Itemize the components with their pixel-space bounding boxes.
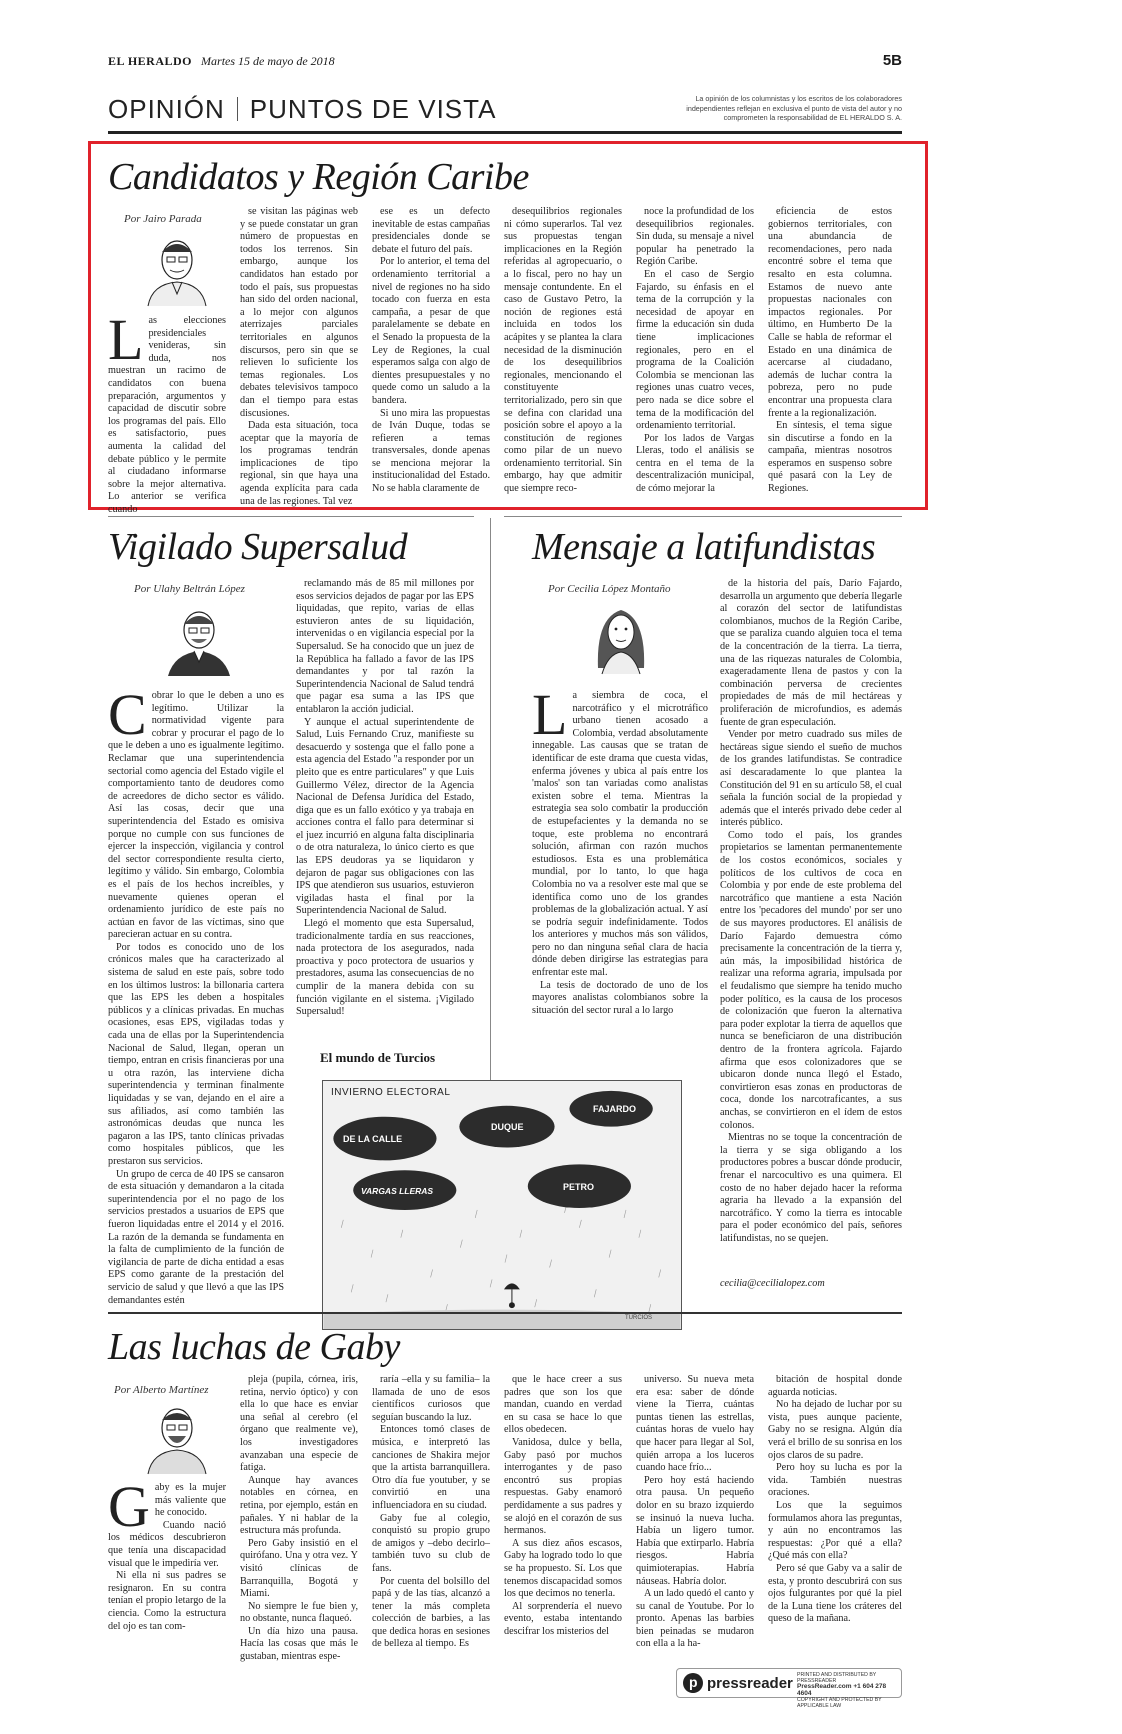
author-portrait-martinez [142,1398,212,1474]
paragraph: desequilibrios regionales ni cómo superarlos. Tal vez sus propuestas tengan implicaciones en la Región referidas al agropecuario, o a lo fiscal, pero no hay un mensaje contundente. En el caso de Gustavo Petro, la noción de regiones está incluida en todos los acápites y se plantea la clara necesidad de la disminución de los desequilibrios regionales, mencionando el constituyente territorializado, pero sin que se defina con claridad una posición sobre el apoyo a la constitución de regiones como pilar de un nuevo ordenamiento territorial. Sin embargo, hay que admitir que siempre reco- [504,206,622,495]
paragraph: que le hace creer a sus padres que son los que mandan, cuando en verdad en su casa se hace lo que ellos obedecen. [504,1374,622,1436]
paragraph: Pero hoy su lucha es por la vida. También nuestras oraciones. [768,1462,902,1499]
cloud-label-vargas-lleras: VARGAS LLERAS [361,1186,434,1196]
paragraph: Pero sé que Gaby va a salir de esta, y pronto descubrirá con sus ojos fulgurantes por qué la piel de la Luna tiene los cráteres del queso de la mañana. [768,1562,902,1625]
author-portrait-beltran [164,600,234,676]
paragraph: Por lo anterior, el tema del ordenamiento territorial a nivel de regiones no ha sido tocado con fuerza en esta campaña, a pesar de que paralelamente se debate en el Senado la propuesta de la Ley de Regiones, la cual esperamos salga con algo de dientes presupuestales y no quede como un saludo a la bandera. [372,256,490,406]
paragraph: En síntesis, el tema sigue sin discutirse a fondo en la campaña, mientras nosotros esperamos en suspenso sobre qué pasará con la Ley de Regiones. [768,420,892,495]
column-latifundistas-2 [720,578,902,1298]
editorial-cartoon [322,1080,682,1330]
paragraph: A sus diez años escasos, Gaby ha logrado todo lo que se ha propuesto. Sí. Los que tenemos discapacidad somos los que decimos no tenerla. [504,1537,622,1600]
paragraph: a siembra de coca, el narcotráfico y el microtráfico urbano tienen acosado a Colombia, verdad absolutamente innegable. Las causas que se tratan de identificar de este drama que cuesta vidas, enferma jóvenes y ubica al país entre los 'malos' son tan variadas como analistas existen sobre el tema. Mientras la estrategia sea solo combatir la producción de estupefacientes y la demanda no se toque, este problema no encontrará solución, afirman con razón muchos estudiosos. Esta es una problemática mundial, por lo tanto, lo que haga Colombia no va a resolver este mal que se identifica como uno de los grandes problemas de la globalización actual. Y así se podría seguir indefinidamente. Todos los anteriores y muchos más son válidos, pero no dan ninguna señal clara de hacia dónde deben dirigirse las estrategias para enfrentar este mal. [532,690,708,979]
section-divider [237,97,238,121]
column-body [720,578,902,1278]
paragraph: de la historia del país, Darío Fajardo, desarrolla un argumento que debería llegarle al corazón del sector de latifundistas colombianos, muchos de la Región Caribe, que se paraliza cuando alguien toca el tema de la concentración de la tierra. La tierra, una de las riquezas naturales de Colombia, exageradamente llena de pastos y con la combinación perversa de crecientes propiedades de más de mil hectáreas y proliferación de microfundios, es además fuente de gran especulación. [720,578,902,728]
column-candidatos-5 [636,206,754,501]
paragraph: Vender por metro cuadrado sus miles de hectáreas sigue siendo el sueño de muchos de los grandes latifundistas. Se contradice así descaradamente lo que plantea la Constitución del 91 en su artículo 58, el cual señala la función social de la propiedad y además que el interés privado debe ceder al interés público. [720,729,902,829]
paragraph: aby es la mujer más valiente que he conocido. [154,1482,226,1519]
paragraph: Entonces tomó clases de música, e interpretó las canciones de Shakira mejor que la artista barranquillera. Otro día fue youtuber, y se convirtió en una influenciadora en su ciudad. [372,1424,490,1511]
section-puntos: PUNTOS DE VISTA [249,94,497,124]
paragraph: noce la profundidad de los desequilibrios regionales. Sin duda, su mensaje a nivel popular ha penetrado la Región Caribe. [636,206,754,268]
column-gaby-4 [504,1374,622,1652]
column-gaby-3 [372,1374,490,1652]
column-supersalud-2 [296,578,474,1056]
column-candidatos-4 [504,206,622,501]
page-number: 5B [882,52,902,69]
editorial-disclaimer: La opinión de los columnistas y los escritos de los colaboradores independientes reflejan en exclusiva el punto de vista del autor y no comprometen la responsabilidad de EL HERALDO S. A. [686,94,902,123]
divider [108,516,474,517]
column-candidatos-6 [768,206,892,501]
column-latifundistas-1 [532,682,708,1066]
pressreader-line: COPYRIGHT AND PROTECTED BY APPLICABLE LAW [797,1696,882,1710]
column-supersalud-1 [108,682,284,1306]
author-email: cecilia@cecilialopez.com [720,1278,825,1289]
byline-candidatos: Por Jairo Parada [124,213,202,225]
divider [108,1312,902,1314]
byline-latifundistas: Por Cecilia López Montaño [548,583,671,595]
dropcap: L [108,307,144,372]
paragraph: Por cuenta del bolsillo del papá y de las tías, alcanzó a tener la más completa colección de barbies, a las que dedica horas en sesiones de belleza al tiempo. Es [372,1575,490,1650]
paragraph: Si uno mira las propuestas de Iván Duque, todas se refieren a temas transversales, donde apenas se menciona mejorar la institucionalidad del Estado. No se habla claramente de [372,407,490,495]
paragraph: Por todos es conocido uno de los crónicos males que ha caracterizado al sistema de salud en este país, sobre todo en los últimos lustros: la billonaria cartera que las EPS les deben a hospitales públicos y a clínicas privadas. En muchas ocasiones, esas EPS, vigiladas todas y cada una de ellas por la Superintendencia Nacional de Salud, llegan, operan un tiempo, entran en crisis financieras por una u otra razón, las interviene dicha superintendencia y terminan finalmente liquidadas y se van, dejando en el aire a sus afiliados, así como también las astronómicas deudas que nunca les pagaron a las IPS, tanto clínicas privadas como hospitales públicos, que les prestaron sus servicios. [108,941,284,1167]
paragraph: A un lado quedó el canto y su canal de Youtube. Por lo pronto. Apenas las barbies bien peinadas se mudaron con ella a la ha- [636,1588,754,1650]
divider [504,516,902,517]
author-portrait-parada [142,230,212,306]
dropcap: G [108,1474,150,1539]
paragraph: Al sorprendería el nuevo evento, estaba intentando descifrar los misterios del [504,1600,622,1637]
cloud-label-petro: PETRO [563,1182,595,1192]
paragraph: Dada esta situación, toca aceptar que la mayoría de los programas tendrán implicaciones de tipo regional, sin que haya una agenda explícita para cada una de las regiones. Tal vez [240,420,358,507]
article-title-latifundistas: Mensaje a latifundistas [532,526,876,568]
paragraph: raría –ella y su familia– la llamada de uno de esos científicos curiosos que seguían buscando la luz. [372,1374,490,1423]
paper-name: EL HERALDO [108,54,193,68]
paragraph: Los que la seguimos formulamos ahora las preguntas, y aún no encontramos las respuestas: ¿Por qué a ella? ¿Qué más con ella? [768,1499,902,1562]
byline-supersalud: Por Ulahy Beltrán López [134,583,245,595]
section-opinion: OPINIÓN [108,94,225,124]
pressreader-badge [676,1668,902,1710]
paragraph: reclamando más de 85 mil millones por esos servicios dejados de pagar por las EPS liquidadas, que repito, varias de ellas estuvieron antes de su liquidación, intervenidas o en vigilancia especial por la Supersalud. Se ha conocido que un juez de la República ha fallado a favor de las IPS demandantes y por tal razón la Superintendencia Nacional de Salud tendrá que pagar esa suma a las IPS que entablaron la acción judicial. [296,578,474,715]
paragraph: Mientras no se toque la concentración de la tierra y se siga obligando a los productores pobres a buscar dónde producir, frenar el narcocultivo es una quimera. El costo de no haber dejado hacer la reforma agraria ha llevado a la expansión del narcotráfico. Y como la tierra es intocable para el poder económico del país, señores latifundistas, no se quejen. [720,1132,902,1244]
cloud-label-de-la-calle: DE LA CALLE [343,1134,403,1144]
column-gaby-6 [768,1374,902,1652]
pressreader-info [797,1672,899,1709]
paragraph: Pero hoy está haciendo otra pausa. Un pequeño dolor en su brazo izquierdo se insinuó la nueva lucha. Había un ligero tumor. Había que extirparlo. Habría riesgos. Habría quimioterapias. Habría náuseas. Habría dolor. [636,1474,754,1587]
column-candidatos-3 [372,206,490,501]
paragraph: ese es un defecto inevitable de estas campañas presidenciales donde se debate el futuro del país. [372,206,490,255]
paragraph: Vanidosa, dulce y bella, Gaby pasó por muchos interrogantes y de paso encontró sus propias respuestas. Gaby enamoró perdidamente a sus padres y se alojó en el corazón de sus hermanos. [504,1436,622,1537]
paragraph: Un grupo de cerca de 40 IPS se cansaron de esta situación y demandaron a la citada superintendencia por el no pago de los servicios prestados a usuarios de EPS que fueron liquidadas entre el 2014 y el 2016. La razón de la demanda se fundamenta en la falta de cumplimiento de la función de vigilancia de parte de dicha entidad a esas EPS como garante de la prestación del servicio de salud y que llevó a que las IPS demandantes estén [108,1168,284,1306]
author-portrait-lopez [586,598,656,674]
paragraph: Y aunque el actual superintendente de Salud, Luis Fernando Cruz, manifieste su desacuerdo y sostenga que el fallo pone a esta agencia del Estado "a responder por un pleito que es entre particulares" y que Luis Guillermo Vélez, director de la Agencia Nacional de Defensa Jurídica del Estado, diga que es un fallo exótico y ya trabaja en acciones contra el fallo para determinar si el juez incurrió en alguna falta disciplinaria o de otra naturaleza, lo único cierto es que las EPS deudoras ya se liquidaron y dejaron de pagar sus obligaciones con las IPS que atendieron sus usuarios, estuvieron vigiladas hasta el final por la Superintendencia Nacional de Salud. [296,716,474,917]
paragraph: se visitan las páginas web y se puede constatar un gran número de propuestas en todos los terrenos. Sin embargo, aunque los candidatos han estado por todo el país, sus propuestas han sido del orden nacional, a lo mejor con algunos aterrizajes parciales territoriales en algunos discursos, pero sin que se relieven lo suficiente los temas regionales. Los debates televisivos tampoco dan el tiempo para estas discusiones. [240,206,358,419]
paragraph: Por los lados de Vargas Lleras, todo el análisis se centra en el tema de la descentralización municipal, de cómo mejorar la [636,432,754,495]
column-body [108,682,284,1307]
paragraph: En el caso de Sergio Fajardo, su énfasis en el tema de la corrupción y la necesidad de apoyar en firme la educación sin duda tiene implicaciones regionales, pero en el programa de la Coalición Colombia se mencionan las regiones unas cuatro veces, pero nada se dice sobre el tema de la modificación del ordenamiento territorial. [636,268,754,432]
cartoon-section-title: El mundo de Turcios [320,1050,436,1065]
column-gaby-5 [636,1374,754,1652]
paragraph: Ni ella ni sus padres se resignaron. En su contra tenían el propio letargo de la ciencia. Como la estructura del ojo es tan com- [108,1570,226,1632]
paragraph: Como todo el país, los grandes propietarios se lamentan permanentemente de los costos económicos, sociales y políticos de los cultivos de coca en Colombia y por ende de este problema del narcotráfico que mantiene a esta Nación entre los 'pecadores del mundo' por ser uno de sus mayores productores. El análisis de Darío Fajardo demuestra cómo precisamente la concentración de la tierra y, aún más, la imposibilidad histórica de realizar una reforma agraria, impulsada por el feudalismo que siempre ha tenido mucho poder político, es la causa de los procesos de colonización que fueron la alternativa para poder explotar la tierra de aquellos que nunca se beneficiaron de una distribución dentro de la frontera agrícola. Fajardo afirma que esos colonizadores que se ubicaron donde nunca llegó el Estado, convirtieron esas zonas en productoras de coca, donde los narcotraficantes, a sus anchas, se convirtieron en el ídem de estos colonos. [720,829,902,1131]
paragraph: bitación de hospital donde aguarda noticias. [768,1374,902,1398]
pressreader-line: PRINTED AND DISTRIBUTED BY PRESSREADER [797,1672,877,1685]
column-candidatos-1 [108,307,226,515]
cloud-label-duque: DUQUE [491,1122,524,1132]
paragraph: eficiencia de estos gobiernos territoriales, con una abundancia de recomendaciones, pero nada encontré sobre el tema que resalto en esta columna. Estamos de nuevo ante propuestas nacionales con impactos regionales. Por último, en Humberto De la Calle se habla de reformar el Estado en una dinámica de acercarse al ciudadano, además de luchar contra la pobreza, pero no pude encontrar una propuesta clara frente a la regionalización. [768,206,892,419]
paragraph: universo. Su nueva meta era esa: saber de dónde viene la Tierra, cuántas puntas tienen las estrellas, cuántas horas de vuelo hay que hacer para llegar al Sol, quién arropa a los luceros cuando hace frío... [636,1374,754,1474]
dropcap: C [108,682,147,747]
issue-date: Martes 15 de mayo de 2018 [201,54,335,68]
article-title-supersalud: Vigilado Supersalud [108,526,408,568]
byline-gaby: Por Alberto Martínez [114,1384,209,1396]
paragraph: pleja (pupila, córnea, iris, retina, nervio óptico) y con ella lo que hace es enviar una señal al cerebro (el órgano que realmente ve), los investigadores avanzaban una especie de fatiga. [240,1374,358,1474]
article-title-gaby: Las luchas de Gaby [108,1326,400,1368]
paragraph: Gaby fue al colegio, conquistó su propio grupo de amigos y –debo decirlo– también tuvo su club de fans. [372,1512,490,1574]
column-gaby-1 [108,1474,226,1652]
dropcap: L [532,682,568,747]
paragraph: Un día hizo una pausa. Hacía las cosas que más le gustaban, mientras espe- [240,1625,358,1663]
cartoonist-signature: TURCIOS [625,1315,652,1321]
column-gaby-2 [240,1374,358,1663]
paragraph: obrar lo que le deben a uno es legítimo. Utilizar la normatividad vigente para cobrar y procurar el pago de lo que le deben a uno es igualmente legítimo. Reclamar que una superintendencia sectorial como agencia del Estado vigile el comportamiento tanto de deudores como de acreedores de dicho sector es válido. Así las cosas, decir que una superintendencia del Estado es omisiva porque no cumple con sus funciones de ejercer la inspección, vigilancia y control del sector correspondiente resulta cierto, legítimo y válido. Sin embargo, Colombia es el país de los hechos increíbles, y nuevamente quienes operan el ordenamiento jurídico de este país no actúan en favor de las víctimas, sino que parecieran actuar en su contra. [108,690,284,941]
paragraph: Llegó el momento que esta Supersalud, tradicionalmente tardía en sus reacciones, nada protectora de los asegurados, nada proactiva y poco protectora de usuarios y prestadores, asuma las consecuencias de no cumplir de la manera debida con su función vigilante en el sistema. ¡Vigilado Supersalud! [296,918,474,1018]
paragraph: Cuando nació los médicos descubrieron que tenía una discapacidad visual que le impediría ver. [108,1519,226,1569]
pressreader-line: PressReader.com +1 604 278 4604 [797,1683,887,1697]
paragraph: La tesis de doctorado de uno de los mayores analistas colombianos sobre la situación del sector rural a lo largo [532,979,708,1016]
paragraph: No ha dejado de luchar por su vista, pues aunque paciente, Gaby no se resigna. Algún día verá el brillo de su sonrisa en los ojos claros de su padre. [768,1399,902,1461]
section-bar [108,94,902,134]
paragraph: Aunque hay avances notables en córnea, en retina, por ejemplo, están en pañales. Y ni hablar de la estructura más profunda. [240,1474,358,1537]
paragraph: No siempre le fue bien y, no obstante, nunca flaqueó. [240,1600,358,1625]
pressreader-brand: pressreader [707,1675,793,1692]
paragraph: Pero Gaby insistió en el quirófano. Una y otra vez. Y visitó clínicas de Barranquilla, Bogotá y Miami. [240,1537,358,1600]
column-candidatos-2 [240,206,358,507]
article-title-candidatos: Candidatos y Región Caribe [108,156,529,198]
paragraph: as elecciones presidenciales venideras, sin duda, nos muestran un racimo de candidatos con buena preparación, argumentos y capacidad de discutir sobre los programas del país. Ello es satisfactorio, pues aumenta la calidad del debate público y le permite al ciudadano informarse sobre la mejor alternativa. Lo anterior se verifica cuando [108,315,226,515]
cartoon-heading: INVIERNO ELECTORAL [331,1087,451,1098]
cloud-label-fajardo: FAJARDO [593,1104,637,1114]
pressreader-logo-icon: p [683,1673,703,1693]
masthead [108,54,902,74]
